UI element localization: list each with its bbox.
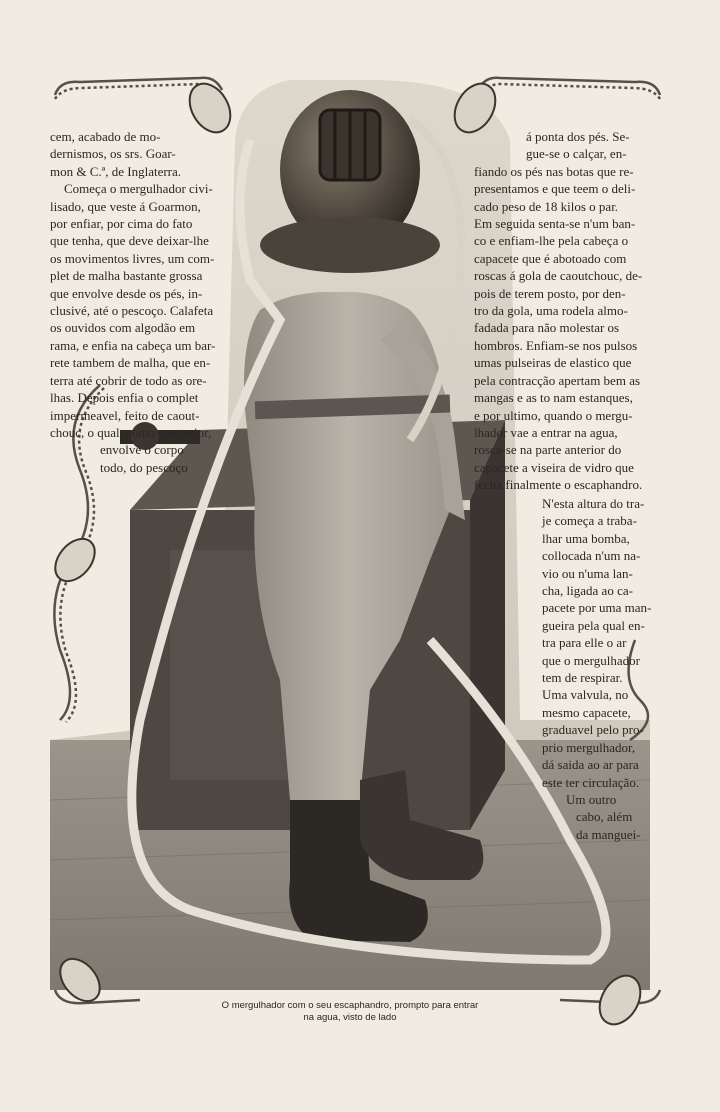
photo-caption [170, 1000, 530, 1024]
text-line: N'esta altura do tra- [542, 496, 645, 511]
text-line: cha, ligada ao ca- [542, 583, 633, 599]
text-line: mon & C.ª, de Inglaterra. [50, 163, 182, 179]
text-line: os movimentos livres, um com- [50, 250, 215, 266]
text-line: clusivé, até o pescoço. Calafeta [50, 303, 214, 319]
text-line: que o mergulhador [542, 652, 640, 668]
text-line: vio ou n'uma lan- [542, 565, 633, 581]
text-line: lhas. Depois enfia o complet [50, 390, 199, 406]
text-line: cado peso de 18 kilos o par. [474, 198, 619, 214]
text-line: roscas á gola de caoutchouc, de- [474, 268, 643, 284]
text-line: Um outro [566, 791, 617, 807]
text-line: umas pulseiras de elastico que [474, 355, 632, 371]
text-line: capacete a viseira de vidro que [474, 459, 634, 475]
text-line: lhador vae a entrar na agua, [474, 424, 618, 440]
article-right-column-mid [514, 495, 652, 843]
text-line: que tenha, que deve deixar-lhe [50, 233, 209, 249]
text-line: gue-se o calçar, en- [526, 146, 627, 162]
text-line: envolve o corpo [100, 442, 184, 458]
text-line: pois de terem posto, por den- [474, 285, 626, 301]
text-line: pacete por uma man- [542, 600, 652, 616]
text-line: co e enfiam-lhe pela cabeça o [474, 233, 629, 249]
text-line: chouc, o qual, como o anterior, [50, 424, 212, 440]
text-line: mesmo capacete, [542, 704, 631, 720]
text-line: e por ultimo, quando o mergu- [474, 407, 633, 423]
text-line: lisado, que veste á Goarmon, [50, 198, 201, 214]
text-line: capacete que é abotoado com [474, 250, 627, 266]
text-line: lhar uma bomba, [542, 530, 630, 546]
text-line: Começa o mergulhador civi- [64, 181, 213, 197]
text-line: este ter circulação. [542, 774, 640, 790]
text-line: Em seguida senta-se n'um ban- [474, 216, 636, 232]
text-line: que envolve desde os pés, in- [50, 285, 203, 301]
text-line: dernismos, os srs. Goar- [50, 146, 176, 162]
text-line: todo, do pescoço [100, 459, 188, 475]
text-line: cabo, além [576, 809, 633, 825]
text-line: fiando os pés nas botas que re- [474, 163, 634, 179]
text-line: terra até cobrir de todo as ore- [50, 372, 207, 388]
text-line: rosca-se na parte anterior do [474, 442, 622, 458]
article-right-column-top [474, 128, 652, 494]
article-left-column [50, 128, 222, 476]
caption-line-1: O mergulhador com o seu escaphandro, prompto para entrar [221, 1000, 479, 1011]
text-line: plet de malha bastante grossa [50, 268, 203, 284]
text-line: cem, acabado de mo- [50, 129, 161, 144]
text-line: da manguei- [576, 826, 641, 842]
text-line: dá saida ao ar para [542, 757, 639, 773]
text-line: tra para elle o ar [542, 635, 627, 651]
text-line: tem de respirar. [542, 670, 623, 686]
text-line: gueira pela qual en- [542, 617, 645, 633]
text-line: hombros. Enfiam-se nos pulsos [474, 337, 638, 353]
text-line: collocada n'um na- [542, 548, 641, 564]
text-line: je começa a traba- [542, 513, 637, 529]
text-line: rete tambem de malha, que en- [50, 355, 211, 371]
text-line: mangas e as to nam estanques, [474, 390, 633, 406]
text-line: os ouvidos com algodão em [50, 320, 196, 336]
text-line: fadada para não molestar os [474, 320, 620, 336]
text-line: rama, e enfia na cabeça um bar- [50, 337, 216, 353]
text-line: presentamos e que teem o deli- [474, 181, 636, 197]
text-line: pela contracção apertam bem as [474, 372, 641, 388]
text-line: impermeavel, feito de caout- [50, 407, 200, 423]
text-line: graduavel pelo pro- [542, 722, 644, 738]
text-line: fecha finalmente o escaphandro. [474, 477, 643, 493]
text-line: Uma valvula, no [542, 687, 629, 703]
text-line: por enfiar, por cima do fato [50, 216, 193, 232]
caption-line-2: na agua, visto de lado [303, 1012, 397, 1023]
text-line: á ponta dos pés. Se- [526, 129, 630, 144]
text-line: tro da gola, uma rodela almo- [474, 303, 628, 319]
text-line: prio mergulhador, [542, 739, 636, 755]
